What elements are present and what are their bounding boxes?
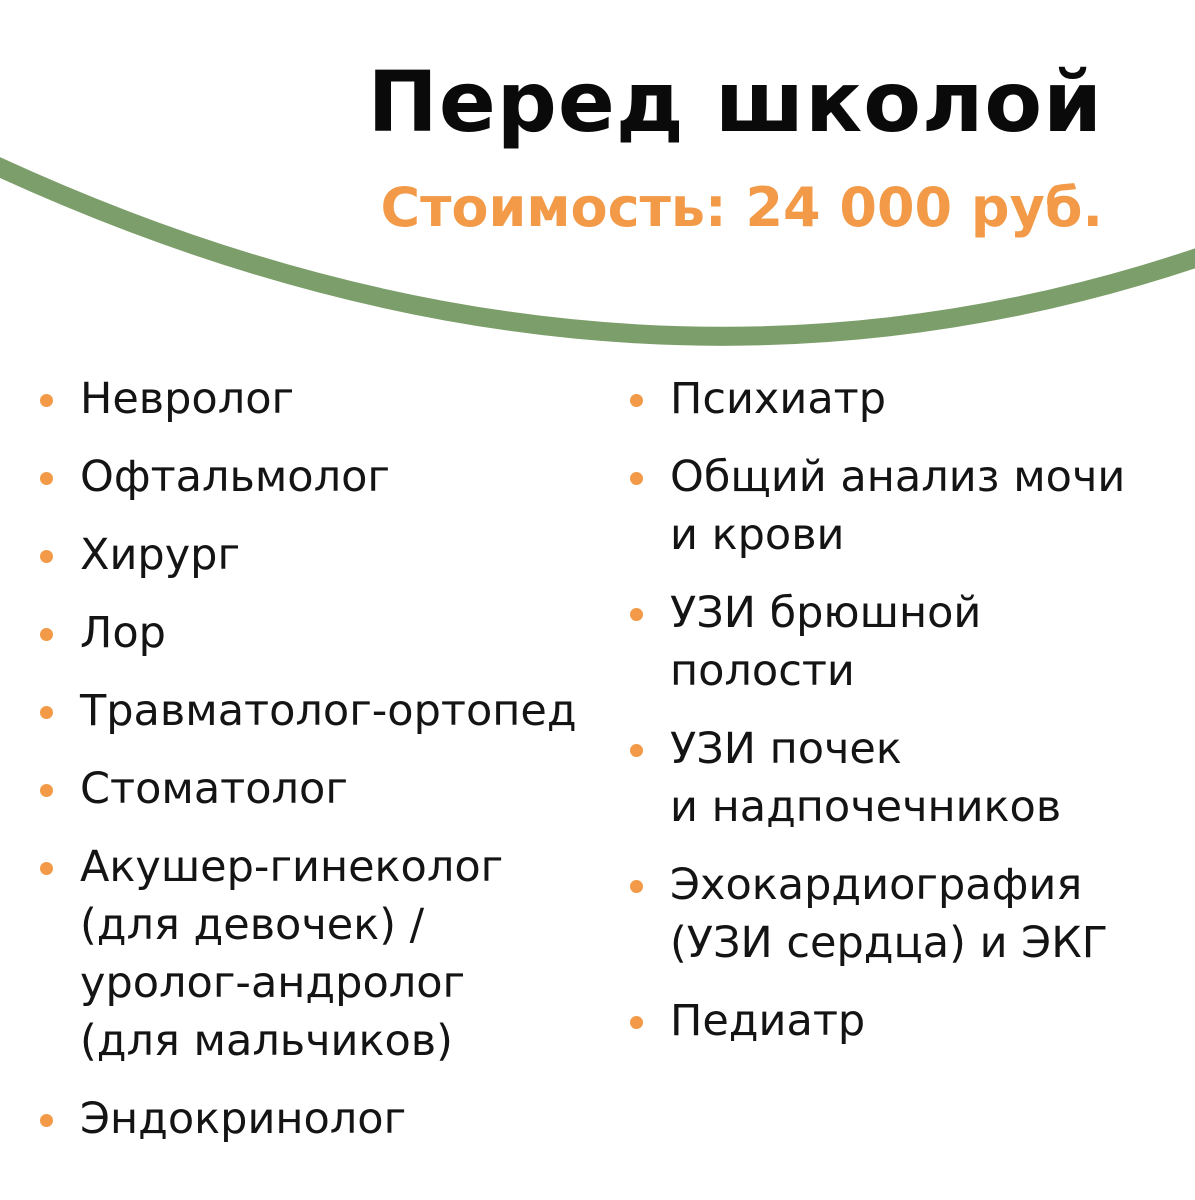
- price-text: Стоимость: 24 000 руб.: [380, 176, 1103, 239]
- list-item-label: УЗИ брюшной полости: [670, 588, 982, 696]
- bullet-icon: [40, 706, 53, 719]
- list-item: [628, 370, 1168, 428]
- list-item: [38, 760, 598, 818]
- list-item-label: Офтальмолог: [80, 452, 390, 502]
- list-item: [38, 448, 598, 506]
- bullet-icon: [40, 394, 53, 407]
- list-item: [38, 838, 598, 1070]
- bullet-icon: [40, 784, 53, 797]
- list-item-label: Общий анализ мочи и крови: [670, 452, 1126, 560]
- list-item-label: УЗИ почек и надпочечников: [670, 724, 1062, 832]
- list-item: [628, 448, 1168, 564]
- list-item: [38, 682, 598, 740]
- list-item: [38, 1090, 598, 1148]
- list-item-label: Педиатр: [670, 996, 866, 1046]
- bullet-icon: [40, 472, 53, 485]
- list-item-label: Акушер-гинеколог (для девочек) / уролог-андролог (для мальчиков): [80, 842, 504, 1066]
- list-item-label: Травматолог-ортопед: [80, 686, 577, 736]
- bullet-icon: [630, 472, 643, 485]
- list-item: [628, 992, 1168, 1050]
- list-item: [628, 856, 1168, 972]
- list-item-label: Невролог: [80, 374, 295, 424]
- list-item-label: Психиатр: [670, 374, 887, 424]
- list-item-label: Лор: [80, 608, 166, 658]
- page-title: Перед школой: [367, 53, 1103, 151]
- list-item-label: Стоматолог: [80, 764, 348, 814]
- list-item: [628, 584, 1168, 700]
- list-item: [38, 526, 598, 584]
- bullet-icon: [40, 628, 53, 641]
- list-item: [38, 370, 598, 428]
- bullet-icon: [40, 862, 53, 875]
- bullet-icon: [630, 608, 643, 621]
- bullet-icon: [40, 1114, 53, 1127]
- list-item: [628, 720, 1168, 836]
- bullet-icon: [630, 394, 643, 407]
- services-list-left: [38, 370, 598, 1168]
- list-item: [38, 604, 598, 662]
- list-item-label: Эхокардиография (УЗИ сердца) и ЭКГ: [670, 860, 1108, 968]
- bullet-icon: [630, 744, 643, 757]
- services-list-right: [628, 370, 1168, 1070]
- bullet-icon: [630, 880, 643, 893]
- list-item-label: Хирург: [80, 530, 241, 580]
- bullet-icon: [630, 1016, 643, 1029]
- list-item-label: Эндокринолог: [80, 1094, 407, 1144]
- bullet-icon: [40, 550, 53, 563]
